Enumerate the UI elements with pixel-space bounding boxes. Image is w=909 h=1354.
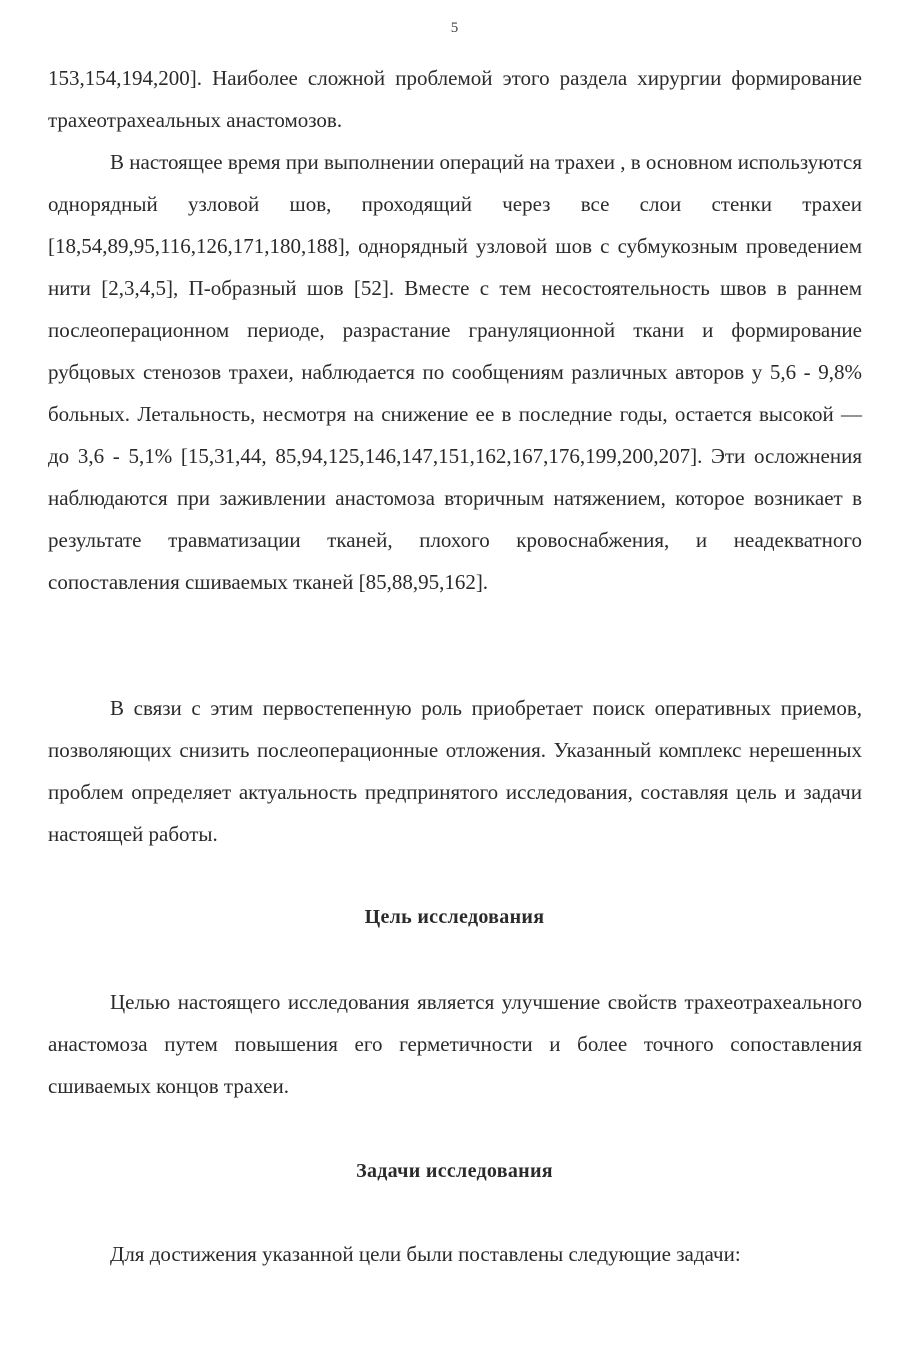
paragraph-text: Для достижения указанной цели были поставлены следующие задачи: <box>110 1242 741 1266</box>
paragraph-sutures <box>48 141 862 603</box>
heading-goal: Цель исследования <box>364 906 545 928</box>
paragraph-goal <box>48 981 862 1107</box>
paragraph-text: В настоящее время при выполнении операций на трахеи , в основном используются однорядный узловой шов, проходящий через все слои стенки трахеи [18,54,89,95,116,126,171,180,188], однорядный узловой шов с субмукозным проведением нити [2,3,4,5], П-образный шов [52]. Вместе с тем несостоятельность швов в раннем послеоперационном периоде, разрастание грануляционной ткани и формирование рубцовых стенозов трахеи, наблюдается по сообщениям различных авторов у 5,6 - 9,8% больных. Летальность, несмотря на снижение ее в последние годы, остается высокой — до 3,6 - 5,1% [15,31,44, 85,94,125,146,147,151,162,167,176,199,200,207]. Эти осложнения наблюдаются при заживлении анастомоза вторичным натяжением, которое возникает в результате травматизации тканей, плохого кровоснабжения, и неадекватного сопоставления сшиваемых тканей [85,88,95,162]. <box>48 150 863 594</box>
paragraph-tasks-intro <box>48 1233 862 1275</box>
paragraph-relevance <box>48 687 862 855</box>
paragraph-continuation <box>48 57 862 141</box>
paragraph-text: 153,154,194,200]. Наиболее сложной проблемой этого раздела хирургии формирование трахеотрахеальных анастомозов. <box>48 66 862 132</box>
paragraph-text: В связи с этим первостепенную роль приобретает поиск оперативных приемов, позволяющих снизить послеоперационные отложения. Указанный комплекс нерешенных проблем определяет актуальность предпринятого исследования, составляя цель и задачи настоящей работы. <box>48 696 862 846</box>
page-number: 5 <box>450 20 459 36</box>
heading-tasks: Задачи исследования <box>356 1160 553 1182</box>
paragraph-text: Целью настоящего исследования является улучшение свойств трахеотрахеального анастомоза путем повышения его герметичности и более точного сопоставления сшиваемых концов трахеи. <box>48 990 862 1098</box>
